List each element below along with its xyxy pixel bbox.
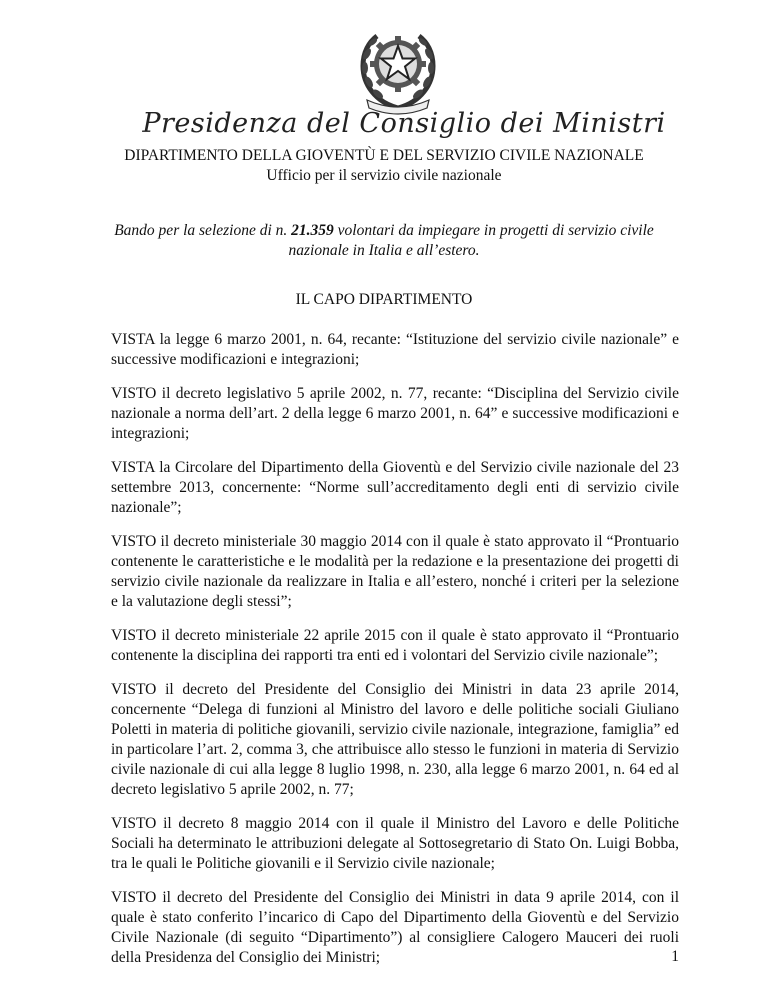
paragraph: VISTO il decreto 8 maggio 2014 con il quale il Ministro del Lavoro e delle Politiche Sociali ha determinato le attribuzioni delegate al Sottosegretario di Stato On. Luigi Bobba, tra le quali le Politiche giovanili e il Servizio civile nazionale;: [111, 815, 679, 872]
paragraph: VISTO il decreto del Presidente del Consiglio dei Ministri in data 23 aprile 2014, concernente “Delega di funzioni al Ministro del lavoro e delle politiche sociali Giuliano Poletti in materia di politiche giovanili, servizio civile nazionale, integrazione, famiglia” ed in particolare l’art. 2, comma 3, che attribuisce allo stesso le funzioni in materia di Servizio civile nazionale di cui alla legge 8 luglio 1998, n. 230, alla legge 6 marzo 2001, n. 64 ed al decreto legislativo 5 aprile 2002, n. 77;: [111, 681, 679, 798]
paragraph: VISTA la legge 6 marzo 2001, n. 64, recante: “Istituzione del servizio civile nazionale” e successive modificazioni e integrazioni;: [111, 331, 679, 368]
paragraph: VISTA la Circolare del Dipartimento della Gioventù e del Servizio civile nazionale del 23 settembre 2013, concernente: “Norme sull’accreditamento degli enti di servizio civile nazionale”;: [111, 459, 679, 516]
paragraph: VISTO il decreto legislativo 5 aprile 2002, n. 77, recante: “Disciplina del Servizio civile nazionale a norma dell’art. 2 della legge 6 marzo 2001, n. 64” e successive modificazioni e integrazioni;: [111, 385, 679, 442]
bando-number: 21.359: [291, 222, 334, 239]
bando-subject: [110, 221, 658, 261]
bando-suffix: volontari da impiegare in progetti di servizio civile nazionale in Italia e all’estero.: [288, 222, 654, 259]
document-body: [111, 330, 679, 982]
repubblica-italiana-emblem-icon: [353, 20, 443, 116]
page-number: 1: [671, 948, 679, 965]
department-name: DIPARTIMENTO DELLA GIOVENTÙ E DEL SERVIZIO CIVILE NAZIONALE: [124, 147, 644, 164]
capo-dipartimento-heading: IL CAPO DIPARTIMENTO: [295, 291, 473, 308]
paragraph: VISTO il decreto ministeriale 22 aprile 2015 con il quale è stato approvato il “Prontuario contenente la disciplina dei rapporti tra enti ed i volontari del Servizio civile nazionale”;: [111, 627, 679, 664]
office-name: Ufficio per il servizio civile nazionale: [266, 167, 502, 184]
institution-title: Presidenza del Consiglio dei Ministri: [142, 108, 666, 139]
bando-prefix: Bando per la selezione di n.: [114, 222, 292, 239]
paragraph: VISTO il decreto del Presidente del Consiglio dei Ministri in data 9 aprile 2014, con il quale è stato conferito l’incarico di Capo del Dipartimento della Gioventù e del Servizio Civile Nazionale (di seguito “Dipartimento”) al consigliere Calogero Mauceri dei ruoli della Presidenza del Consiglio dei Ministri;: [111, 889, 679, 966]
paragraph: VISTO il decreto ministeriale 30 maggio 2014 con il quale è stato approvato il “Prontuario contenente le caratteristiche e le modalità per la redazione e la presentazione dei progetti di servizio civile nazionale da realizzare in Italia e all’estero, nonché i criteri per la selezione e la valutazione degli stessi”;: [111, 533, 679, 610]
